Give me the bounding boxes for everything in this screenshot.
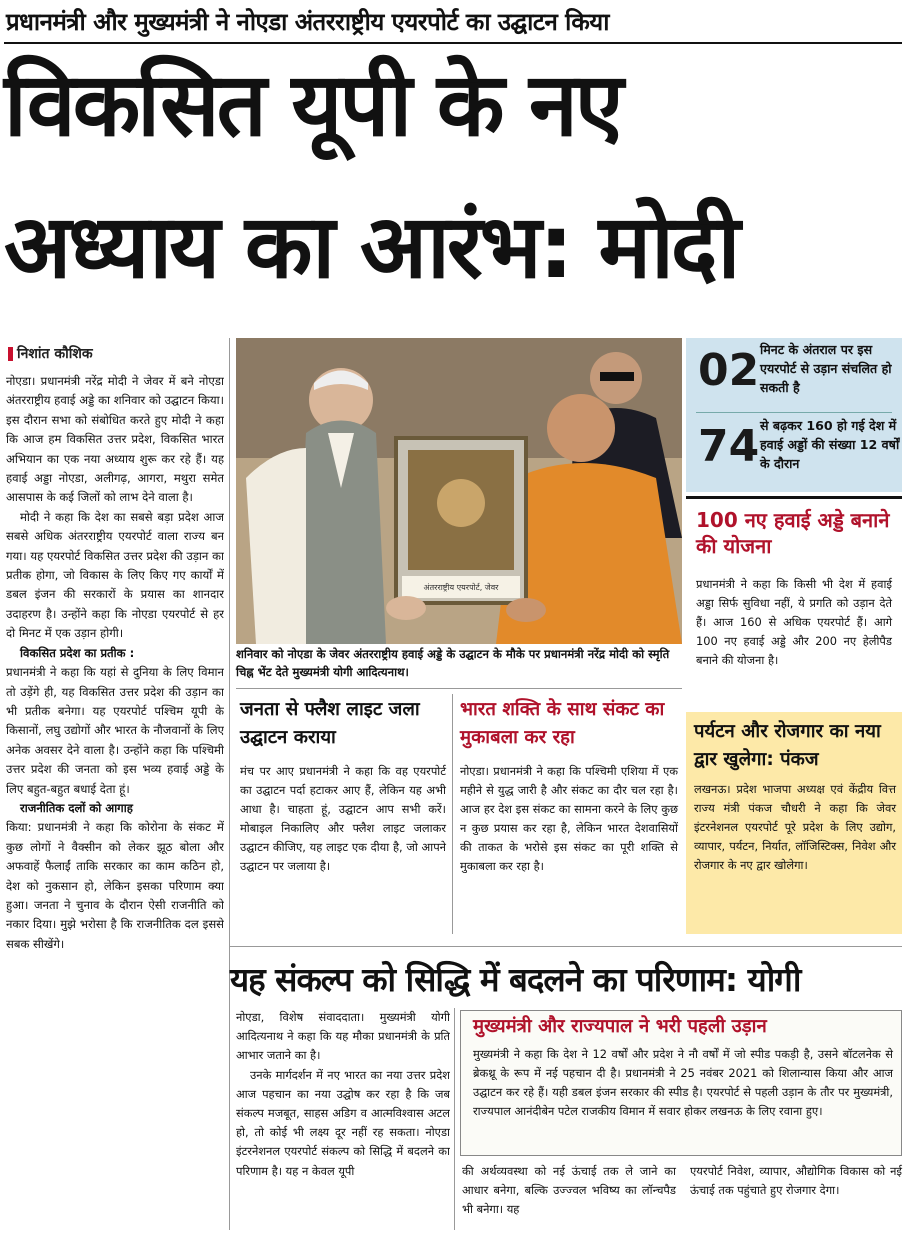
- airports-box: [686, 496, 902, 708]
- yogi-para-2: उनके मार्गदर्शन में नए भारत का नया उत्तर प्रदेश आज पहचान का नया उद्घोष कर रहा है कि जब संकल्प मजबूत, साहस अडिग व आत्मविश्वास अटल हो, तो कोई भी लक्ष्य दूर नहीं रह सकता। नोएडा इंटरनेशनल एयरपोर्ट संकल्प को सिद्धि में बदलने का परिणाम है। यह न केवल यूपी: [236, 1067, 450, 1178]
- headline-line-1: विकसित यूपी के नए: [4, 53, 621, 156]
- yogi-para-1: नोएडा, विशेष संवाददाता। मुख्यमंत्री योगी आदित्यनाथ ने कहा कि यह मौका प्रधानमंत्री के प्रति आभार जताने का है।: [236, 1010, 450, 1063]
- photo-caption: शनिवार को नोएडा के जेवर अंतरराष्ट्रीय हवाई अड्डे के उद्घाटन के मौके पर प्रधानमंत्री नरेंद्र मोदी को स्मृति चिह्न भेंट देते मुख्यमंत्री योगी आदित्यनाथ।: [236, 645, 682, 681]
- left-para-1: नोएडा। प्रधानमंत्री नरेंद्र मोदी ने जेवर में बने नोएडा अंतरराष्ट्रीय हवाई अड्डे का शनिवार को उद्घाटन किया। इस दौरान सभा को संबोधित करते हुए मोदी ने कहा कि आज हम विकसित उत्तर प्रदेश, विकसित भारत अभियान का एक नया अध्याय शुरू कर रहे हैं। यह हवाई अड्डा नोएडा, अलीगढ़, आगरा, मथुरा समेत आसपास के कई जिलों को लाभ देने वाला है।: [6, 374, 224, 505]
- crisis-box: [456, 694, 682, 934]
- stat-1-number: 02: [698, 345, 760, 396]
- left-subhead-2: राजनीतिक दलों को आगाह: [20, 800, 133, 815]
- news-photo: [236, 338, 682, 644]
- stats-divider: [696, 412, 892, 413]
- flight-box-body: मुख्यमंत्री ने कहा कि देश ने 12 वर्षों और प्रदेश ने नौ वर्षों में जो स्पीड पकड़ी है, उसने बॉटलनेक से ब्रेकथ्रू के रूप में नई पहचान दी है। प्रधानमंत्री ने 25 नवंबर 2021 को शिलान्यास किया और आज उद्घाटन कर रहे हैं। यही डबल इंजन सरकार की स्पीड है। एयरपोर्ट से पहली उड़ान के तौर पर मुख्यमंत्री, राज्यपाल आनंदीबेन पटेल राजकीय विमान में सवार होकर लखनऊ के लिए रवाना हुए।: [473, 1047, 893, 1118]
- left-para-4: किया: प्रधानमंत्री ने कहा कि कोरोना के संकट में कुछ लोगों ने वैक्सीन को लेकर झूठ बोला और अफवाहें फैलाईं ताकि सरकार का काम कठिन हो, देश को नुकसान हो, लेकिन इसका परिणाम क्या हुआ। जनता ने चुनाव के दौरान ऐसी राजनीति को नकार दिया। मुझे भरोसा है कि राजनीतिक दल इससे सबक सीखेंगे।: [6, 820, 224, 951]
- column-divider: [229, 338, 230, 1230]
- stat-1-text: मिनट के अंतराल पर इस एयरपोर्ट से उड़ान संचलित हो सकती है: [760, 342, 892, 395]
- tourism-box-title: पर्यटन और रोजगार का नया द्वार खुलेगा: पंकज: [694, 721, 881, 770]
- byline: [8, 344, 93, 363]
- airports-box-body: प्रधानमंत्री ने कहा कि किसी भी देश में हवाई अड्डा सिर्फ सुविधा नहीं, ये प्रगति को उड़ान देते हैं। आज 160 से अधिक एयरपोर्ट हैं। आगे 100 नए हवाई अड्डे और 200 नए हेलीपैड बनाने की योजना है।: [696, 577, 892, 667]
- left-para-2: मोदी ने कहा कि देश का सबसे बड़ा प्रदेश आज सबसे अधिक अंतरराष्ट्रीय एयरपोर्ट वाला राज्य बन गया। यह एयरपोर्ट विकसित उत्तर प्रदेश की उड़ान का प्रतीक होगा, जो विकास के लिए किए गए कार्यों में डबल इंजन की सरकारों के प्रयास का शानदार उदाहरण है। उन्होंने कहा कि नोएडा एयरपोर्ट से हर दो मिनट में एक उड़ान होगी।: [6, 509, 224, 641]
- headline-line-2: अध्याय का आरंभ: मोदी: [4, 195, 738, 298]
- crisis-box-title: भारत शक्ति के साथ संकट का मुकाबला कर रहा: [460, 699, 665, 748]
- tourism-box: [686, 712, 902, 934]
- yogi-col-divider: [454, 1008, 455, 1230]
- byline-marker: [8, 347, 13, 361]
- crisis-box-body: नोएडा। प्रधानमंत्री ने कहा कि पश्चिमी एशिया में एक महीने से युद्ध जारी है और संकट का दौर चल रहा है। आज हर देश इस संकट का सामना करने के लिए कुछ न कुछ प्रयास कर रहा है, लेकिन भारत देशवासियों की ताकत के भरोसे इस संकट का पूरी शक्ति से मुकाबला कर रहा है।: [460, 764, 678, 873]
- left-para-3: प्रधानमंत्री ने कहा कि यहां से दुनिया के लिए विमान तो उड़ेंगे ही, यह विकसित उत्तर प्रदेश की उड़ान का भी प्रतीक बनेगा। यह एयरपोर्ट पश्चिम यूपी के किसानों, लघु उद्योगों और भारत के नौजवानों के लिए अनेक अवसर देने वाला है। उन्होंने कहा कि पश्चिमी उत्तर प्रदेश की जनता को इस भव्य हवाई अड्डे के लिए बहुत-बहुत बधाई देता हूं।: [6, 665, 224, 796]
- left-subhead-1: विकसित प्रदेश का प्रतीक :: [20, 645, 135, 660]
- flash-box-body: मंच पर आए प्रधानमंत्री ने कहा कि वह एयरपोर्ट का उद्घाटन पर्दा हटाकर आए हैं, लेकिन यह अभी आधा है। चाहता हूं, उद्घाटन आप सभी करें। मोबाइल निकालिए और फ्लैश लाइट जलाकर उद्घाटन कीजिए, यह लाइट एक दीया है, जो आपने उद्घाटन पर जलाया है।: [240, 764, 446, 873]
- tourism-box-body: लखनऊ। प्रदेश भाजपा अध्यक्ष एवं केंद्रीय वित्त राज्य मंत्री पंकज चौधरी ने कहा कि जेवर इंटरनेशनल एयरपोर्ट पूरे प्रदेश के लिए उद्योग, व्यापार, पर्यटन, निर्यात, लॉजिस्टिक्स, निवेश और रोजगार के नए द्वार खोलेगा।: [694, 782, 896, 872]
- mid-divider: [452, 694, 453, 934]
- stat-2-text: से बढ़कर 160 हो गई देश में हवाई अड्डों की संख्या 12 वर्षों के दौरान: [760, 418, 900, 471]
- yogi-column-1: [236, 1008, 450, 1230]
- yogi-column-2: की अर्थव्यवस्था को नई ऊंचाई तक ले जाने का आधार बनेगा, बल्कि उज्ज्वल भविष्य का लॉन्चपैड भी बनेगा। यह: [462, 1164, 676, 1216]
- airports-box-title: 100 नए हवाई अड्डे बनाने की योजना: [696, 508, 890, 558]
- byline-name: निशांत कौशिक: [17, 346, 93, 362]
- flight-box: [460, 1010, 902, 1156]
- kicker-headline: प्रधानमंत्री और मुख्यमंत्री ने नोएडा अंतरराष्ट्रीय एयरपोर्ट का उद्घाटन किया: [6, 8, 609, 36]
- kicker-rule: [4, 42, 902, 44]
- photo-illustration: [236, 338, 682, 644]
- flash-box: [236, 694, 448, 934]
- stat-2-number: 74: [698, 421, 760, 472]
- caption-rule: [236, 688, 682, 689]
- yogi-headline: यह संकल्प को सिद्धि में बदलने का परिणाम: योगी: [230, 960, 801, 999]
- yogi-column-3: एयरपोर्ट निवेश, व्यापार, औद्योगिक विकास को नई ऊंचाई तक पहुंचाते हुए रोजगार देगा।: [690, 1164, 902, 1197]
- flash-box-title: जनता से फ्लैश लाइट जला उद्घाटन कराया: [240, 699, 420, 748]
- flight-box-title: मुख्यमंत्री और राज्यपाल ने भरी पहली उड़ान: [473, 1016, 767, 1037]
- trophy-plaque-text: अंतरराष्ट्रीय एयरपोर्ट, जेवर: [423, 583, 499, 592]
- stats-panel: [686, 338, 902, 492]
- left-column: [6, 372, 224, 1232]
- yogi-top-rule: [230, 946, 902, 947]
